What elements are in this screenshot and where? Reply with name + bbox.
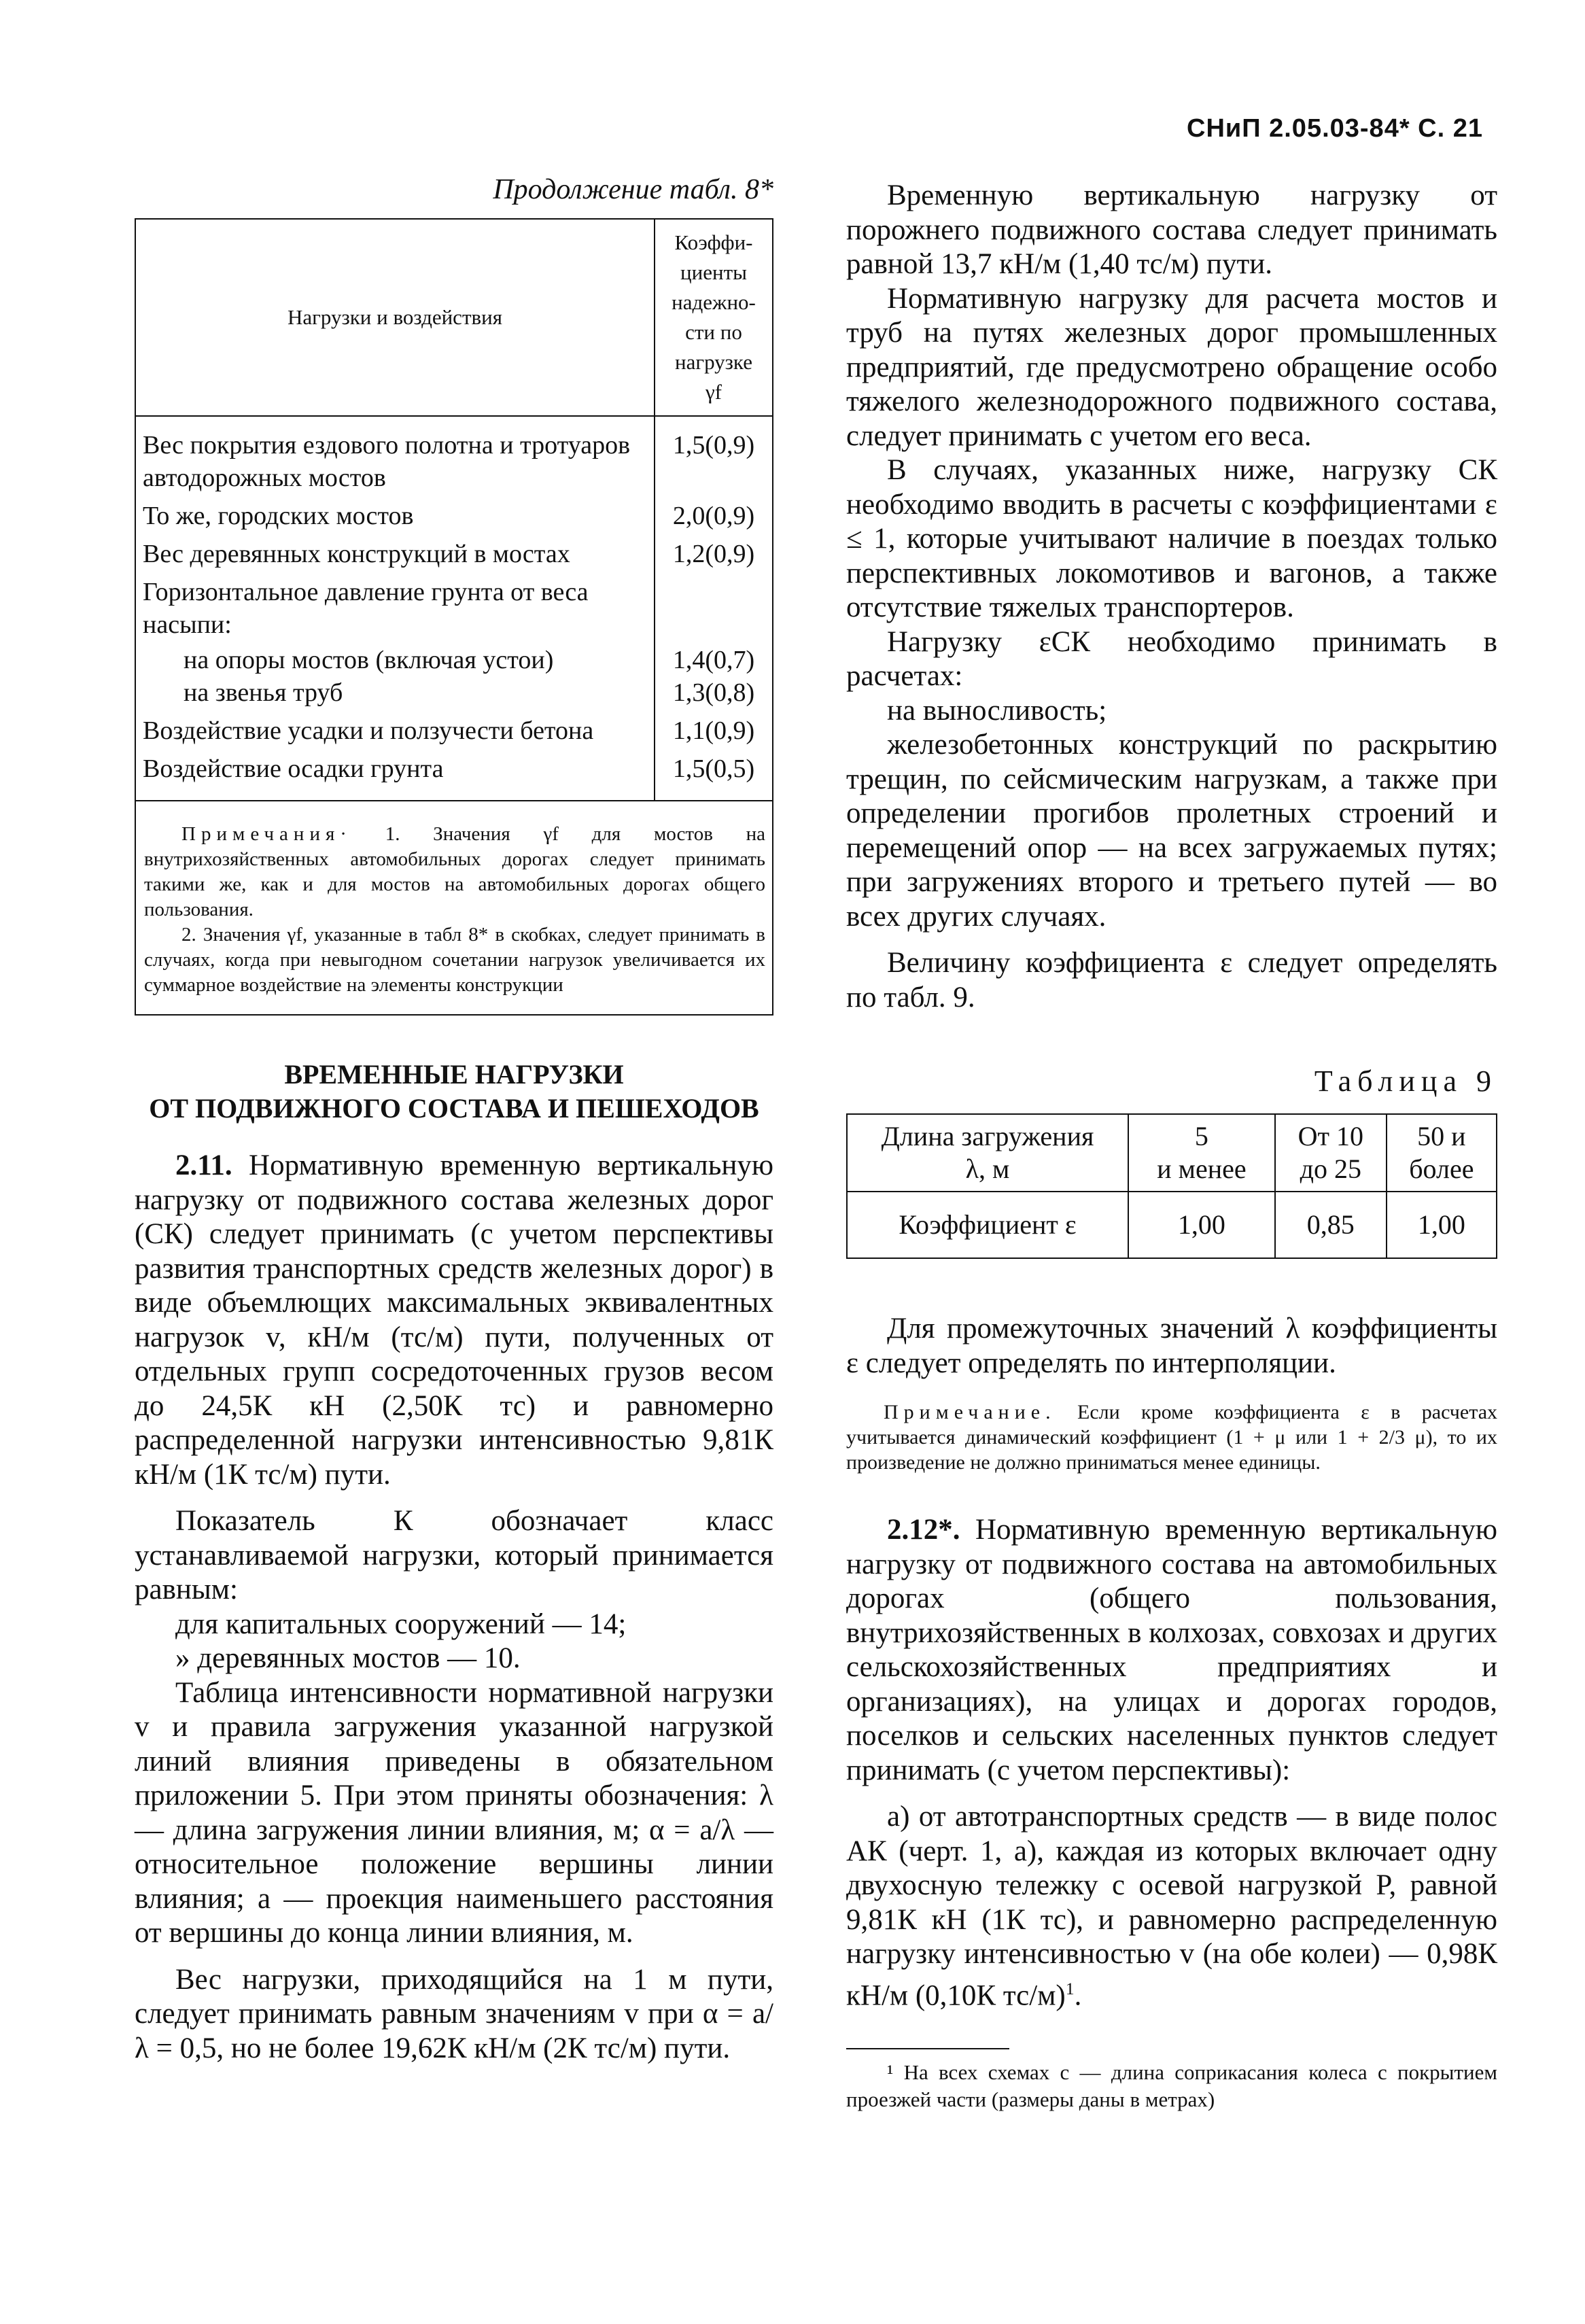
row-value: 1,5(0,9) bbox=[655, 416, 773, 497]
footnote-marker: 1 bbox=[1065, 1978, 1075, 1998]
table-row bbox=[135, 676, 773, 712]
table9-row-label: Коэффициент ε bbox=[847, 1192, 1128, 1258]
paragraph-weight: Вес нагрузки, приходящийся на 1 м пути, следует принимать равным значениям v при α = a/λ = 0,5, но не более 19,62К кН/м (2К тс/м) пути. bbox=[135, 1963, 773, 2064]
row-label: То же, городских мостов bbox=[143, 502, 414, 530]
clause-number: 2.12*. bbox=[887, 1514, 960, 1546]
table9-header: 5 и менее bbox=[1128, 1114, 1275, 1192]
clause-text: Нормативную временную вертикальную нагрузку от подвижного состава на автомобильных дорогах (общего пользования, внутрихозяйственных в колхозах, совхозах и других сельскохозяйственных предприятиях и организациях), на улицах и дорогах городов, поселков и сельских населенных пунктов следует принимать (с учетом перспективы): bbox=[846, 1514, 1497, 1786]
table8-notes bbox=[135, 801, 773, 1015]
paragraph-eps-value: Величину коэффициента ε следует определять по табл. 9. bbox=[846, 947, 1497, 1013]
table8-note-1 bbox=[144, 822, 765, 922]
row-label: Воздействие осадки грунта bbox=[143, 755, 444, 783]
right-column bbox=[846, 173, 1497, 2113]
clause-text: Нормативную временную вертикальную нагрузку от подвижного состава железных дорог (СК) следует принимать (с учетом перспективы развития транспортных средств железных дорог) в виде объемлющих максимальных эквивалентных нагрузок v, кН/м (тс/м) пути, полученных от отдельных групп сосредоточенных грузов весом до 24,5К кН (2,50К тс) и равномерно распределенной нагрузки интенсивностью 9,81К кН/м (1К тс/м) пути. bbox=[135, 1149, 773, 1491]
table9-cell: 0,85 bbox=[1275, 1192, 1387, 1258]
note-text: Если кроме коэффициента ε в расчетах учитывается динамический коэффициент (1 + μ или 1 + 2/3 μ), то их произведение не должно приниматься менее единицы. bbox=[846, 1401, 1498, 1474]
row-label: Вес покрытия ездового полотна и тротуаров автодорожных мостов bbox=[143, 431, 631, 492]
note-label: Примечание. bbox=[884, 1401, 1056, 1423]
paragraph-table-ref: Таблица интенсивности нормативной нагрузки v и правила загружения указанной нагрузкой линий влияния приведены в обязательном приложении 5. При этом приняты обозначения: λ — длина загружения линии влияния, м; α = a/λ — относительное положение вершины линии влияния; a — проекция наименьшего расстояния от вершины до конца линии влияния, м. bbox=[135, 1676, 773, 1949]
table8-header-row bbox=[135, 219, 773, 416]
table8-caption: Продолжение табл. 8* bbox=[493, 174, 773, 205]
table-row bbox=[135, 750, 773, 801]
table9-caption: Таблица 9 bbox=[1314, 1064, 1497, 1098]
row-value: 1,1(0,9) bbox=[655, 712, 773, 750]
paragraph-cases: В случаях, указанных ниже, нагрузку СК необходимо вводить в расчеты с коэффициентами ε ≤ 1, которые учитывают наличие в поездах только перспективных локомотивов и вагонов, а также отсутствие тяжелых транспортеров. bbox=[846, 454, 1497, 623]
table-row bbox=[135, 712, 773, 750]
row-label: Горизонтальное давление грунта от веса насыпи: bbox=[143, 578, 589, 639]
page-header: СНиП 2.05.03-84* С. 21 bbox=[1187, 114, 1483, 143]
paragraph-2-12-a bbox=[846, 1800, 1497, 2013]
paragraph-2-11 bbox=[135, 1149, 773, 1492]
table9-header-row bbox=[847, 1114, 1497, 1192]
table9 bbox=[846, 1113, 1497, 1259]
row-value bbox=[655, 573, 773, 644]
list-item: для капитальных сооружений — 14; bbox=[175, 1608, 627, 1640]
row-value: 1,2(0,9) bbox=[655, 535, 773, 573]
list-item: » деревянных мостов — 10. bbox=[175, 1642, 521, 1674]
paragraph-2-12 bbox=[846, 1513, 1497, 1788]
table8-col2-header: Коэффи- циенты надежно- сти по нагрузке γf bbox=[655, 219, 773, 416]
row-label: на звенья труб bbox=[184, 678, 343, 707]
table-row bbox=[135, 573, 773, 644]
list-item: на выносливость; bbox=[887, 694, 1107, 727]
table-row bbox=[135, 535, 773, 573]
clause-number: 2.11. bbox=[175, 1149, 232, 1181]
table9-header: Длина загружения λ, м bbox=[847, 1114, 1128, 1192]
row-label: Вес деревянных конструкций в мостах bbox=[143, 540, 570, 568]
table-row bbox=[135, 497, 773, 535]
table8 bbox=[135, 218, 773, 1016]
paragraph-industrial: Нормативную нагрузку для расчета мостов и труб на путях железных дорог промышленных предприятий, где предусмотрено обращение особо тяжелого железнодорожного подвижного состава, следует принимать с учетом его веса. bbox=[846, 282, 1497, 452]
row-value: 1,3(0,8) bbox=[655, 676, 773, 712]
table8-col1-header: Нагрузки и воздействия bbox=[135, 219, 655, 416]
row-value: 1,4(0,7) bbox=[655, 644, 773, 676]
row-value: 1,5(0,5) bbox=[655, 750, 773, 801]
footnote-divider bbox=[846, 2048, 1009, 2049]
row-value: 2,0(0,9) bbox=[655, 497, 773, 535]
clause-end: . bbox=[1074, 1979, 1082, 2011]
note-text: 1. Значения γf для мостов на внутрихозяйственных автомобильных дорогах следует принимать такими же, как и для мостов на автомобильных дорогах общего пользования. bbox=[144, 823, 766, 920]
list-item: железобетонных конструкций по раскрытию трещин, по сейсмическим нагрузкам, а также при определении прогибов пролетных строений и перемещений опор — на всех загружаемых путях; при загружениях второго и третьего путей — во всех других случаях. bbox=[846, 729, 1497, 933]
left-column bbox=[135, 173, 773, 2066]
row-label: Воздействие усадки и ползучести бетона bbox=[143, 716, 594, 745]
paragraph-empty-stock: Временную вертикальную нагрузку от порожнего подвижного состава следует принимать равной 13,7 кН/м (1,40 тс/м) пути. bbox=[846, 179, 1497, 280]
table9-cell: 1,00 bbox=[1387, 1192, 1497, 1258]
table8-notes-row bbox=[135, 801, 773, 1015]
note-eps bbox=[846, 1400, 1497, 1475]
paragraph-k-intro: Показатель К обозначает класс устанавливаемой нагрузки, который принимается равным: bbox=[135, 1505, 773, 1606]
table9-cell: 1,00 bbox=[1128, 1192, 1275, 1258]
row-label: на опоры мостов (включая устои) bbox=[184, 646, 554, 674]
note-label: Примечания· bbox=[181, 823, 352, 845]
section-title: ВРЕМЕННЫЕ НАГРУЗКИ ОТ ПОДВИЖНОГО СОСТАВА И ПЕШЕХОДОВ bbox=[149, 1059, 759, 1124]
table9-header: От 10 до 25 bbox=[1275, 1114, 1387, 1192]
table-row bbox=[135, 416, 773, 497]
table-row bbox=[135, 644, 773, 676]
table-row bbox=[847, 1192, 1497, 1258]
table8-note-2: 2. Значения γf, указанные в табл 8* в скобках, следует принимать в случаях, когда при невыгодном сочетании нагрузок увеличивается их суммарное воздействие на элементы конструкции bbox=[144, 924, 765, 996]
table9-header: 50 и более bbox=[1387, 1114, 1497, 1192]
paragraph-interpolation: Для промежуточных значений λ коэффициенты ε следует определять по интерполяции. bbox=[846, 1313, 1497, 1379]
clause-text: а) от автотранспортных средств — в виде полос АК (черт. 1, а), каждая из которых включает одну двухосную тележку с осевой нагрузкой P, равной 9,81К кН (1К тс), и равномерно распределенную нагрузку интенсивностью v (на обе колеи) — 0,98К кН/м (0,10К тс/м) bbox=[846, 1801, 1497, 2011]
footnote: ¹ На всех схемах c — длина соприкасания колеса с покрытием проезжей части (размеры даны в метрах) bbox=[846, 2060, 1497, 2112]
paragraph-eps-sk: Нагрузку εСК необходимо принимать в расчетах: bbox=[846, 625, 1497, 692]
